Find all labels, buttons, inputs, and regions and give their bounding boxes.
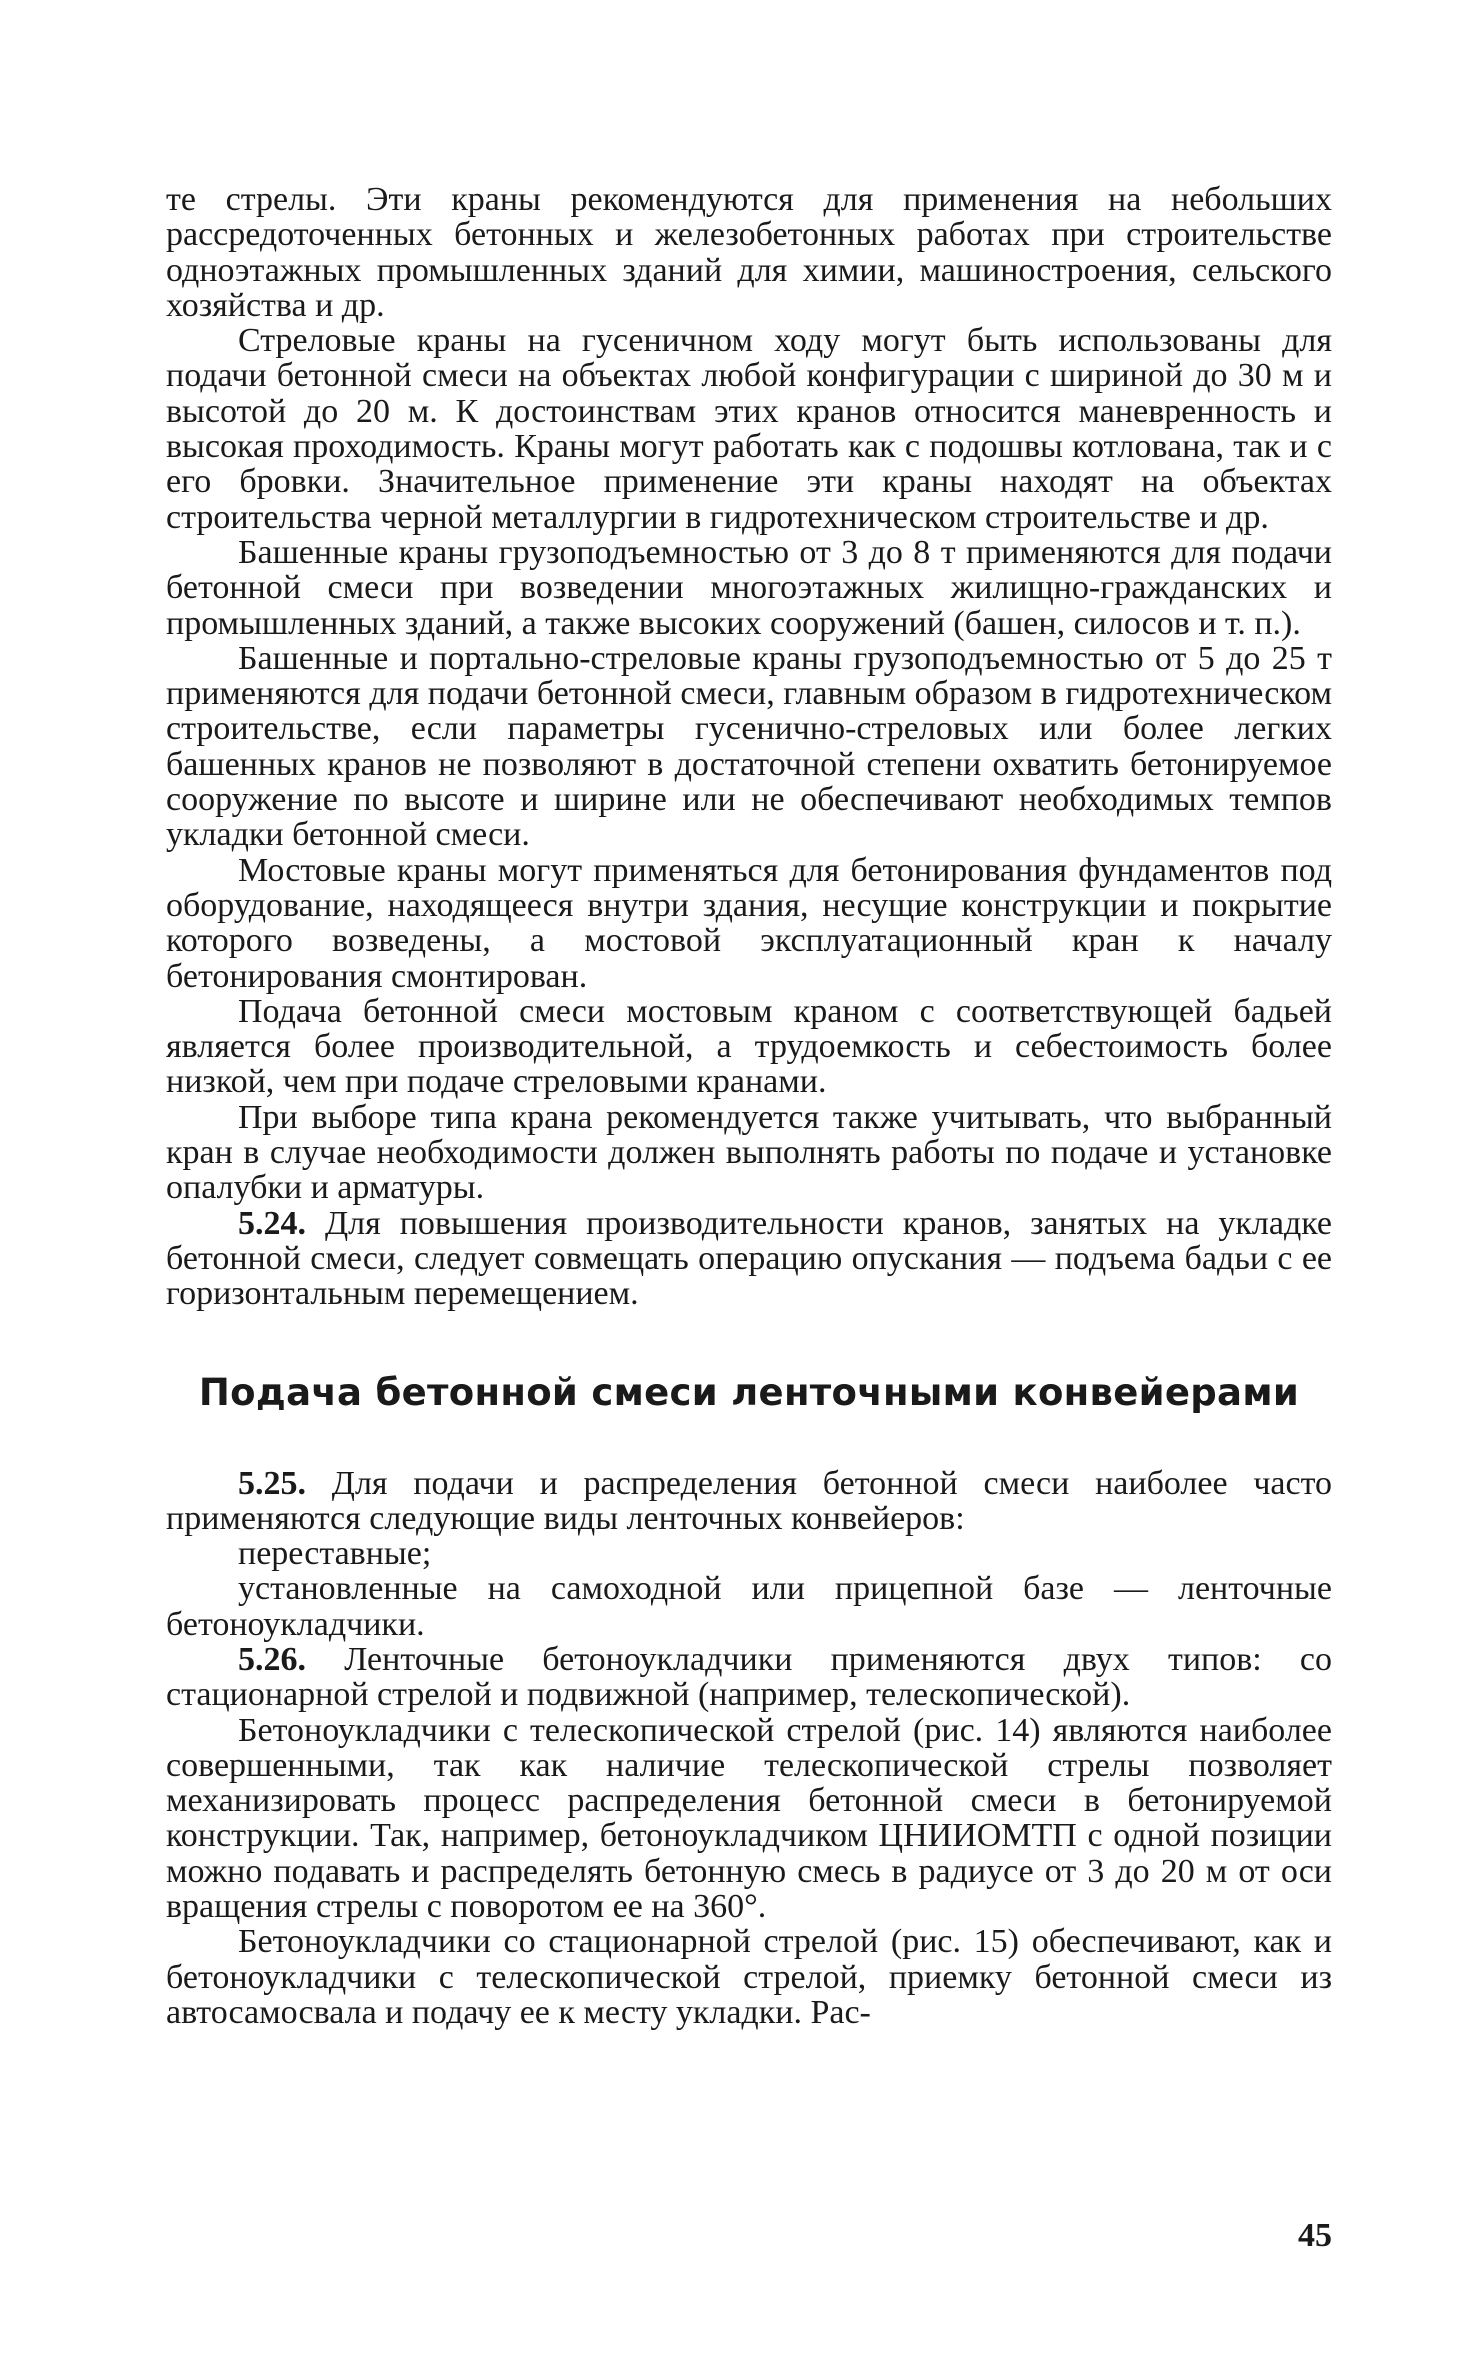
page-number: 45 bbox=[1298, 2217, 1332, 2254]
paragraph-portal-cranes: Башенные и портально-стреловые краны грузоподъемностью от 5 до 25 т применяются для подачи бетонной смеси, главным образом в гидротехническом строительстве, если параметры гусенично-стреловых или более легких башенных кранов не позволяют в достаточной степени охватить бетонируемое сооружение по высоте и ширине или не обеспечивают необходимых темпов укладки бетонной смеси. bbox=[166, 639, 1332, 854]
paragraph-5-26 bbox=[166, 1642, 1332, 1713]
clause-text-5-25: Для подачи и распределения бетонной смеси наиболее часто применяются следующие виды ленточных конвейеров: bbox=[166, 1464, 1333, 1537]
paragraph-5-25 bbox=[166, 1466, 1332, 1537]
paragraph-tower-cranes: Башенные краны грузоподъемностью от 3 до 8 т применяются для подачи бетонной смеси при возведении многоэтажных жилищно-гражданских и промышленных зданий, а также высоких сооружений (башен, силосов и т. п.). bbox=[166, 533, 1332, 642]
section-heading: Подача бетонной смеси ленточными конвейерами bbox=[198, 1370, 1300, 1414]
paragraph-5-24 bbox=[166, 1206, 1332, 1312]
text-column bbox=[166, 182, 1332, 2030]
paragraph-telescopic-boom: Бетоноукладчики с телескопической стрелой (рис. 14) являются наиболее совершенными, так как наличие телескопической стрелы позволяет механизировать процесс распределения бетонной смеси в бетонируемой конструкции. Так, например, бетоноукладчиком ЦНИИОМТП с одной позиции можно подавать и распределять бетонную смесь в радиусе от 3 до 20 м от оси вращения стрелы с поворотом ее на 360°. bbox=[166, 1711, 1332, 1926]
paragraph-crawler-cranes: Стреловые краны на гусеничном ходу могут быть использованы для подачи бетонной смеси на объектах любой конфигурации с шириной до 30 м и высотой до 20 м. К достоинствам этих кранов относится маневренность и высокая проходимость. Краны могут работать как с подошвы котлована, так и с его бровки. Значительное применение эти краны находят на объектах строительства черной металлургии в гидротехническом строительстве и др. bbox=[166, 322, 1332, 536]
clause-number-5-24: 5.24. bbox=[238, 1204, 306, 1242]
paragraph-crane-selection: При выборе типа крана рекомендуется также учитывать, что выбранный кран в случае необходимости должен выполнять работы по подаче и установке опалубки и арматуры. bbox=[166, 1098, 1332, 1207]
list-item: переставные; bbox=[238, 1535, 432, 1573]
clause-number-5-25: 5.25. bbox=[238, 1464, 306, 1502]
paragraph-stationary-boom: Бетоноукладчики со стационарной стрелой (рис. 15) обеспечивают, как и бетоноукладчики с телескопической стрелой, приемку бетонной смеси из автосамосвала и подачу ее к месту укладки. Рас- bbox=[166, 1923, 1332, 2031]
paragraph-crane-continuation: те стрелы. Эти краны рекомендуются для применения на небольших рассредоточенных бетонных и железобетонных работах при строительстве одноэтажных промышленных зданий для химии, машиностроения, сельского хозяйства и др. bbox=[166, 181, 1332, 324]
list-item: установленные на самоходной или прицепной базе — ленточные бетоноукладчики. bbox=[166, 1570, 1332, 1643]
clause-text-5-26: Ленточные бетоноукладчики применяются двух типов: со стационарной стрелой и подвижной (например, телескопической). bbox=[166, 1640, 1333, 1714]
paragraph-bridge-cranes: Мостовые краны могут применяться для бетонирования фундаментов под оборудование, находящееся внутри здания, несущие конструкции и покрытие которого возведены, а мостовой эксплуатационный кран к началу бетонирования смонтирован. bbox=[166, 851, 1332, 995]
paragraph-bridge-crane-efficiency: Подача бетонной смеси мостовым краном с соответствующей бадьей является более производительной, а трудоемкость и себестоимость более низкой, чем при подаче стреловыми кранами. bbox=[166, 992, 1332, 1101]
clause-text-5-24: Для повышения производительности кранов, занятых на укладке бетонной смеси, следует совмещать операцию опускания — подъема бадьи с ее горизонтальным перемещением. bbox=[166, 1204, 1333, 1313]
clause-number-5-26: 5.26. bbox=[238, 1640, 306, 1678]
